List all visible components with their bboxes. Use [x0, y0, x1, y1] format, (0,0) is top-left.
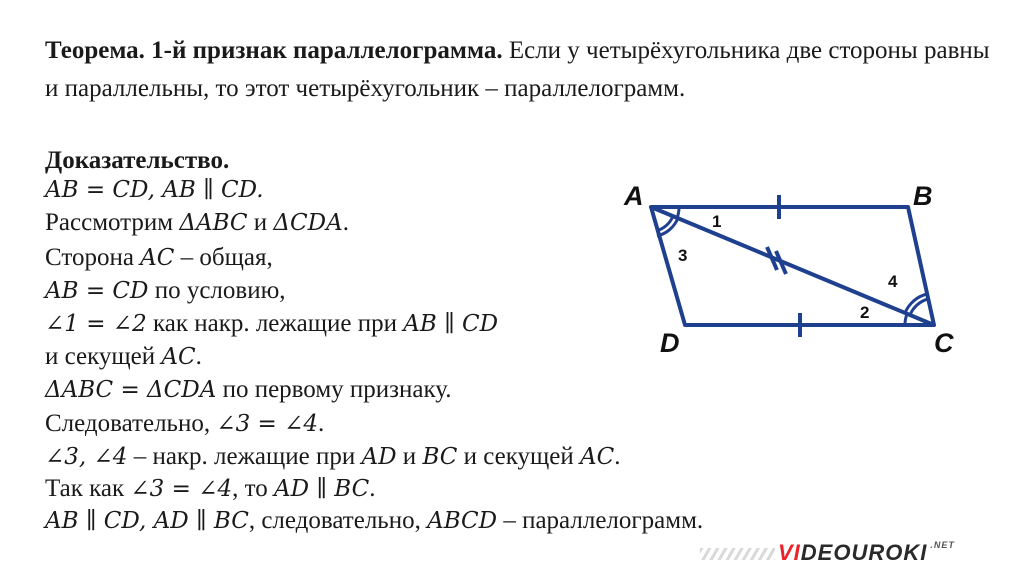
proof-text: и секущей	[45, 343, 162, 370]
proof-formula: ∠3, ∠4	[45, 444, 128, 470]
proof-formula: ΔCDA	[273, 210, 343, 236]
proof-formula: AB = CD	[45, 278, 149, 304]
angle-label-1: 1	[712, 212, 722, 231]
logo-part: VI	[778, 540, 801, 565]
proof-text: как накр. лежащие при	[146, 310, 404, 337]
angle-arc-4b	[905, 294, 927, 313]
proof-formula: AC	[140, 245, 175, 271]
videouroki-logo	[778, 540, 955, 566]
logo-part: .NET	[930, 540, 955, 550]
proof-formula: ∠3 = ∠4	[216, 411, 319, 437]
proof-formula: AB = CD, AB ∥ CD.	[45, 177, 264, 203]
angle-label-4: 4	[888, 272, 898, 291]
proof-text: Следовательно,	[45, 410, 217, 437]
proof-text: и	[396, 443, 423, 470]
proof-formula: ABCD	[427, 508, 498, 534]
proof-formula: ∠3 = ∠4	[130, 476, 233, 502]
diagonal-ac	[651, 207, 934, 325]
proof-text: , следовательно,	[248, 507, 428, 534]
proof-text: .	[369, 475, 376, 502]
proof-formula: AB ∥ CD, AD ∥ BC	[45, 508, 249, 534]
theorem-text: Если у четырёхугольника две стороны равны и параллельны, то этот четырёхугольник – параллелограмм.	[45, 37, 990, 102]
proof-text: и	[247, 209, 274, 236]
proof-text: .	[614, 443, 621, 470]
proof-text: .	[318, 410, 325, 437]
proof-text: Рассмотрим	[45, 209, 180, 236]
proof-text: , то	[232, 475, 274, 502]
proof-formula: AC	[161, 344, 196, 370]
logo-stripes	[700, 548, 775, 560]
proof-formula: ∠1 = ∠2	[45, 311, 147, 337]
vertex-label-c: C	[934, 328, 954, 358]
proof-text: – общая,	[174, 244, 273, 271]
vertex-label-b: B	[913, 181, 933, 211]
theorem-title: Теорема. 1-й признак параллелограмма.	[45, 37, 503, 64]
vertex-label-a: A	[624, 181, 644, 211]
proof-text: по условию,	[148, 277, 286, 304]
proof-text: .	[195, 343, 202, 370]
proof-text: Сторона	[45, 244, 141, 271]
vertex-label-d: D	[660, 328, 680, 358]
proof-text: и секущей	[457, 443, 581, 470]
logo-part: DEOUROKI	[800, 540, 928, 565]
proof-formula: ΔABC	[179, 210, 248, 236]
proof-heading: Доказательство.	[45, 147, 230, 174]
proof-formula: AD	[361, 444, 397, 470]
proof-text: – накр. лежащие при	[127, 443, 362, 470]
proof-text: .	[342, 209, 349, 236]
angle-label-2: 2	[860, 303, 870, 322]
proof-formula: ΔABC = ΔCDA	[45, 377, 217, 403]
angle-label-3: 3	[678, 246, 688, 265]
proof-formula: AB ∥ CD	[403, 311, 499, 337]
proof-formula: BC	[422, 444, 458, 470]
proof-formula: AC	[580, 444, 615, 470]
proof-text: – параллелограмм.	[497, 507, 704, 534]
proof-formula: AD ∥ BC	[273, 476, 370, 502]
proof-text: Так как	[45, 475, 131, 502]
proof-text: по первому признаку.	[216, 376, 452, 403]
